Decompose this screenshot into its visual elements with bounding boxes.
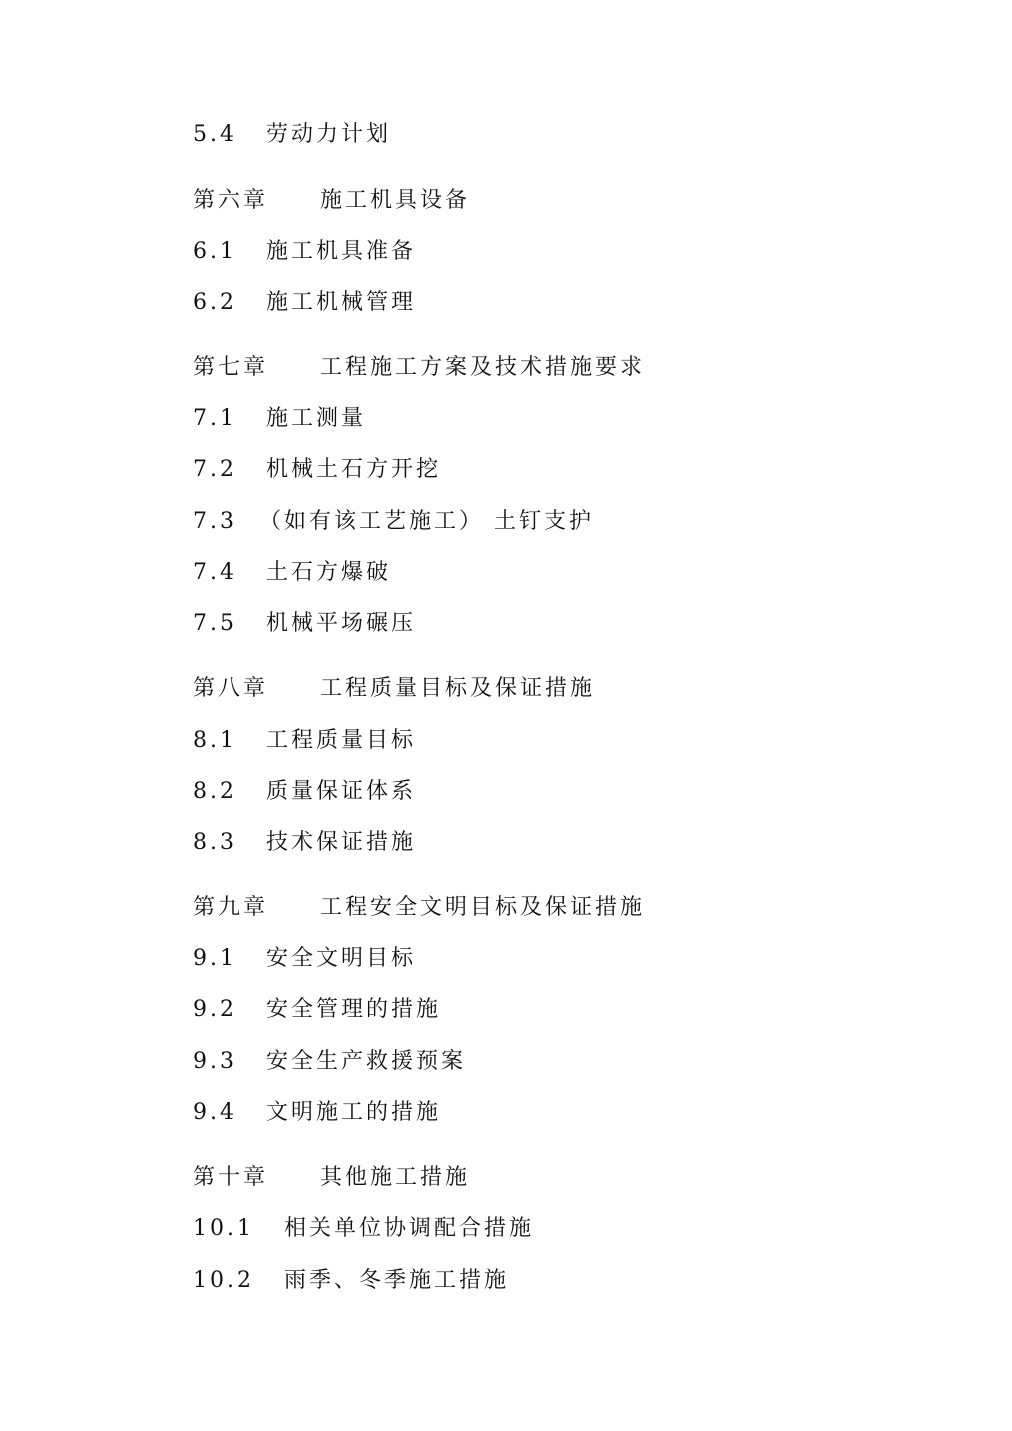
section-title: （如有该工艺施工） 土钉支护 xyxy=(259,509,594,534)
section-number: 7.5 xyxy=(193,611,237,636)
section-number: 8.2 xyxy=(193,779,237,804)
chapter-title: 施工机具设备 xyxy=(320,188,471,213)
chapter-number: 第九章 xyxy=(193,895,269,920)
chapter-title: 工程安全文明目标及保证措施 xyxy=(320,895,646,920)
section-number: 7.2 xyxy=(193,457,237,482)
chapter-number: 第六章 xyxy=(193,188,269,213)
section-number: 5.4 xyxy=(193,122,237,147)
section-title: 施工测量 xyxy=(266,406,367,431)
section-title: 机械平场碾压 xyxy=(266,611,417,636)
section-title: 相关单位协调配合措施 xyxy=(284,1216,535,1241)
section-number: 8.1 xyxy=(193,728,237,753)
section-title: 工程质量目标 xyxy=(266,728,417,753)
chapter-number: 第七章 xyxy=(193,355,269,380)
section-title: 质量保证体系 xyxy=(266,779,417,804)
section-title: 雨季、冬季施工措施 xyxy=(284,1268,510,1293)
section-number: 9.3 xyxy=(193,1049,237,1074)
section-title: 安全文明目标 xyxy=(266,946,417,971)
section-title: 施工机械管理 xyxy=(266,290,417,315)
section-number: 10.1 xyxy=(193,1216,254,1241)
section-number: 9.1 xyxy=(193,946,237,971)
section-number: 8.3 xyxy=(193,830,237,855)
section-number: 6.2 xyxy=(193,290,237,315)
section-title: 安全生产救援预案 xyxy=(266,1049,467,1074)
chapter-number: 第十章 xyxy=(193,1165,269,1190)
section-title: 机械土石方开挖 xyxy=(266,457,442,482)
section-number: 7.1 xyxy=(193,406,237,431)
section-number: 9.4 xyxy=(193,1100,237,1125)
chapter-title: 其他施工措施 xyxy=(320,1165,471,1190)
section-title: 文明施工的措施 xyxy=(266,1100,442,1125)
chapter-title: 工程质量目标及保证措施 xyxy=(320,676,596,701)
section-number: 9.2 xyxy=(193,997,237,1022)
section-number: 7.4 xyxy=(193,560,237,585)
section-title: 技术保证措施 xyxy=(266,830,417,855)
chapter-title: 工程施工方案及技术措施要求 xyxy=(320,355,646,380)
section-number: 7.3 xyxy=(193,509,237,534)
chapter-number: 第八章 xyxy=(193,676,269,701)
section-title: 土石方爆破 xyxy=(266,560,392,585)
section-number: 6.1 xyxy=(193,239,237,264)
section-number: 10.2 xyxy=(193,1268,254,1293)
section-title: 劳动力计划 xyxy=(266,122,392,147)
section-title: 安全管理的措施 xyxy=(266,997,442,1022)
section-title: 施工机具准备 xyxy=(266,239,417,264)
